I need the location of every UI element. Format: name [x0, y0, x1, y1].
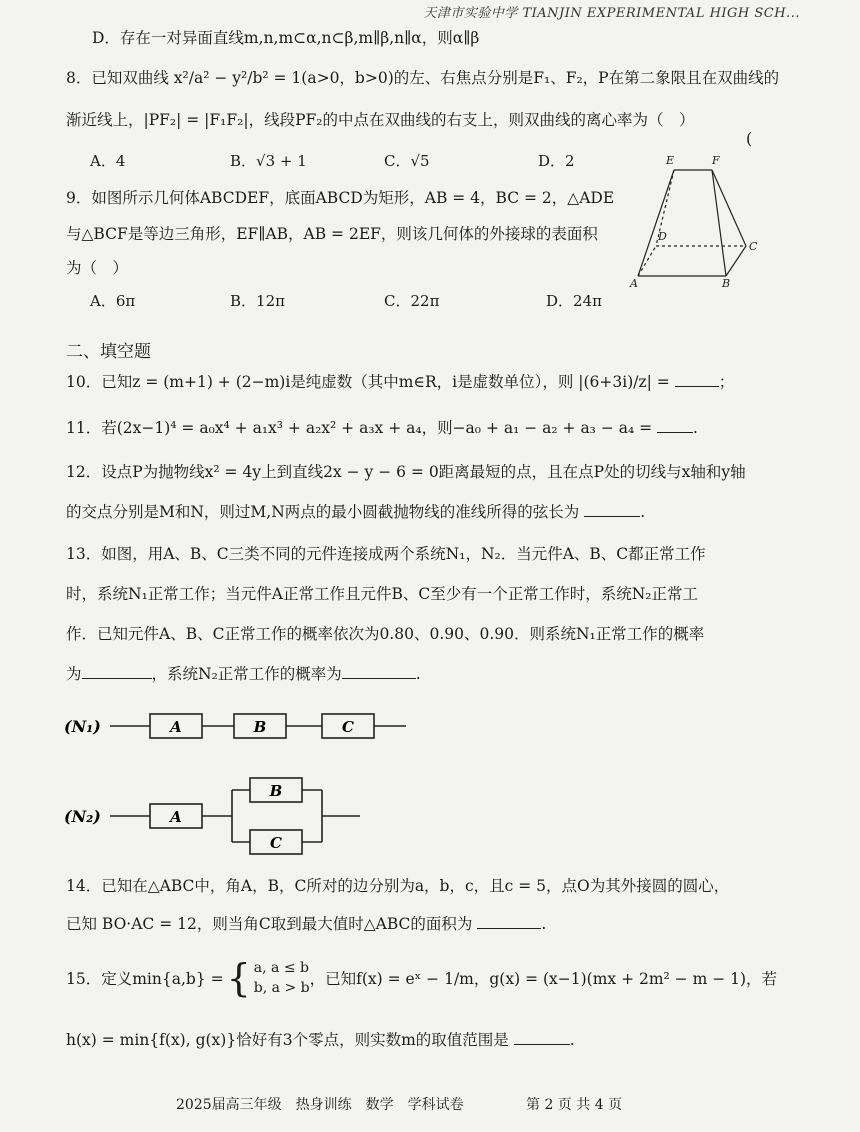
q14-line2-wrap: 已知 BO·AC = 12，则当角C取到最大值时△ABC的面积为 .: [66, 915, 547, 933]
label-e: E: [666, 154, 675, 167]
q15-line2: h(x) = min{f(x), g(x)}恰好有3个零点，则实数m的取值范围是: [66, 1031, 509, 1049]
q13-line2: 时，系统N₁正常工作；当元件A正常工作且元件B、C至少有一个正常工作时，系统N₂正常工: [66, 585, 698, 603]
q9-line1: 9．如图所示几何体ABCDEF，底面ABCD为矩形，AB = 4，BC = 2，△ADE: [66, 189, 615, 207]
q9-option-a: A．6π: [90, 292, 136, 310]
q8-line1: 8．已知双曲线 x²/a² − y²/b² = 1(a>0，b>0)的左、右焦点分别是F₁、F₂，P在第二象限且在双曲线的: [66, 69, 780, 87]
q10-text: 10．已知z = (m+1) + (2−m)i是纯虚数（其中m∈R，i是虚数单位），则 |(6+3i)/z| = ；: [66, 373, 735, 391]
edge-ea: [638, 170, 674, 276]
q12-line2: 的交点分别是M和N，则过M,N两点的最小圆截抛物线的准线所得的弦长为: [66, 503, 580, 521]
page-number: 第 2 页 共 4 页: [526, 1097, 623, 1113]
margin-mark: (: [746, 130, 753, 148]
q13-line4-start: 为: [66, 665, 82, 683]
q8-line2: 渐近线上，|PF₂| = |F₁F₂|，线段PF₂的中点在双曲线的右支上，则双曲线的离心率为（ ）: [66, 111, 695, 129]
q8-option-c: C．√5: [384, 152, 430, 170]
q13-line4: 为 ，系统N₂正常工作的概率为 .: [66, 665, 421, 683]
q9-line3: 为（ ）: [66, 259, 129, 277]
q13-blank-2[interactable]: [342, 664, 416, 679]
label-b: B: [722, 277, 731, 290]
q9-line2: 与△BCF是等边三角形，EF∥AB，AB = 2EF，则该几何体的外接球的表面积: [66, 225, 598, 243]
q10-stem: 10．已知z = (m+1) + (2−m)i是纯虚数（其中m∈R，i是虚数单位），则 |(6+3i)/z| =: [66, 373, 670, 391]
q14-line1: 14．已知在△ABC中，角A，B，C所对的边分别为a，b，c，且c = 5，点O为其外接圆的圆心，: [66, 877, 730, 895]
q14-answer-blank[interactable]: [477, 914, 541, 929]
school-header: 天津市实验中学 TIANJIN EXPERIMENTAL HIGH SCH...: [423, 6, 800, 21]
circuit-n1: [60, 700, 420, 750]
q10-answer-blank[interactable]: [675, 372, 719, 387]
box-c-label: C: [342, 718, 354, 736]
brace: {: [226, 956, 251, 1000]
q9-option-c: C．22π: [384, 292, 440, 310]
label-d: D: [658, 230, 667, 243]
q15-answer-blank[interactable]: [514, 1030, 570, 1045]
q15-line1: [66, 958, 777, 998]
label-c: C: [749, 240, 758, 253]
q8-option-d: D．2: [538, 152, 575, 170]
label-a: A: [630, 277, 638, 290]
footer-title: 2025届高三年级 热身训练 数学 学科试卷: [176, 1097, 464, 1113]
case-1: a, a ≤ b: [253, 960, 309, 976]
n2-label: (N₂): [64, 807, 101, 826]
q13-line3: 作．已知元件A、B、C正常工作的概率依次为0.80、0.90、0.90．则系统N₁正常工作的概率: [66, 625, 705, 643]
q12-line2-wrap: 的交点分别是M和N，则过M,N两点的最小圆截抛物线的准线所得的弦长为 .: [66, 503, 646, 521]
box-b-label: B: [253, 718, 267, 736]
q9-option-b: B．12π: [230, 292, 285, 310]
q12-answer-blank[interactable]: [584, 502, 640, 517]
q8-option-b: B．√3 + 1: [230, 152, 307, 170]
case-2: b, a > b: [253, 980, 310, 996]
box-c-n2-label: C: [270, 834, 282, 852]
q9-solid-figure: [626, 150, 766, 290]
circuit-n2: [60, 770, 380, 860]
q12-line1: 12．设点P为抛物线x² = 4y上到直线2x − y − 6 = 0距离最短的点，且在点P处的切线与x轴和y轴: [66, 463, 746, 481]
q13-blank-1[interactable]: [82, 664, 152, 679]
label-f: F: [712, 154, 720, 167]
section-title: 二、填空题: [66, 342, 151, 362]
edge-bc: [726, 246, 746, 276]
q9-option-d: D．24π: [546, 292, 602, 310]
piecewise-cases: [254, 958, 310, 998]
q11-stem: 11．若(2x−1)⁴ = a₀x⁴ + a₁x³ + a₂x² + a₃x + a₄，则−a₀ + a₁ − a₂ + a₃ − a₄ =: [66, 419, 653, 437]
q8-option-a: A．4: [90, 152, 126, 170]
n1-label: (N₁): [64, 717, 101, 736]
q15-prefix: 15．定义min{a,b} =: [66, 970, 224, 988]
q13-line4-mid: ，系统N₂正常工作的概率为: [151, 665, 342, 683]
q14-line2: 已知 BO·AC = 12，则当角C取到最大值时△ABC的面积为: [66, 915, 473, 933]
q7-option-d: D．存在一对异面直线m,n,m⊂α,n⊂β,m∥β,n∥α，则α∥β: [92, 29, 480, 47]
q11-text: 11．若(2x−1)⁴ = a₀x⁴ + a₁x³ + a₂x² + a₃x + a₄，则−a₀ + a₁ − a₂ + a₃ − a₄ = .: [66, 419, 698, 437]
box-a-n2-label: A: [170, 808, 182, 826]
q15-suffix: ，已知f(x) = eˣ − 1/m，g(x) = (x−1)(mx + 2m² − m − 1)，若: [309, 970, 778, 988]
q15-line2-wrap: h(x) = min{f(x), g(x)}恰好有3个零点，则实数m的取值范围是 .: [66, 1031, 575, 1049]
box-b-n2-label: B: [269, 782, 283, 800]
q13-line1: 13．如图，用A、B、C三类不同的元件连接成两个系统N₁，N₂．当元件A、B、C都正常工作: [66, 545, 706, 563]
box-a-label: A: [170, 718, 182, 736]
q11-answer-blank[interactable]: [657, 418, 693, 433]
